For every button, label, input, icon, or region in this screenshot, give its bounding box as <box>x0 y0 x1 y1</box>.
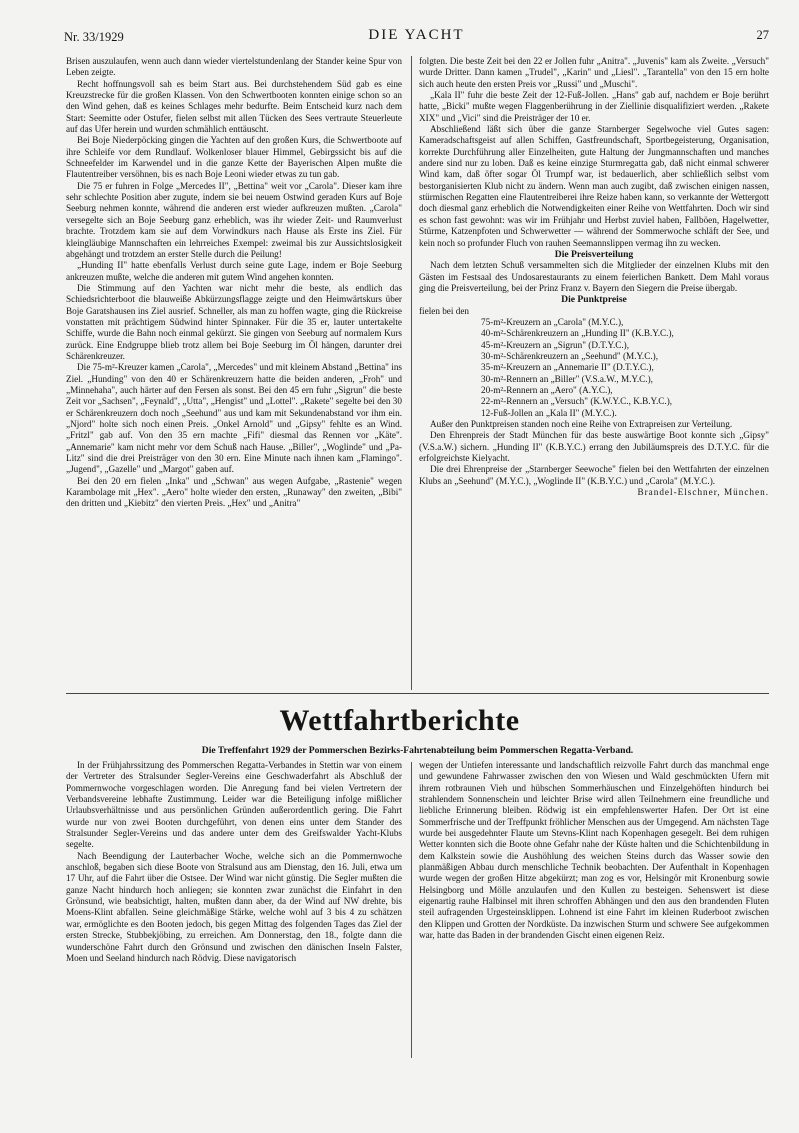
section-title: Wettfahrtberichte <box>279 704 520 737</box>
prize-item: 30-m²-Schärenkreuzern an „Seehund" (M.Y.C.), <box>481 350 659 361</box>
prize-item: 45-m²-Kreuzern an „Sigrun" (D.T.Y.C.), <box>481 339 630 350</box>
article-column-right <box>419 56 769 696</box>
prize-item: 35-m²-Kreuzern an „Annemarie II" (D.T.Y.C.), <box>481 362 654 373</box>
author-signature: Brandel-Elschner, München. <box>637 487 769 498</box>
paragraph: Bei Boje Niederpöcking gingen die Yachten auf den großen Kurs, die Schwertboote auf ihre Schleife vor dem Rundlauf. Wolkenloser blauer Himmel, Gebirgssicht bis auf die Schneefelder im Karwendel und in die ganze Kette der Bayerischen Alpen mußte die Flautentreiber versöhnen, bis es nach Boje Leoni wieder etwas zu tun gab. <box>66 135 402 180</box>
prize-item: 12-Fuß-Jollen an „Kala II" (M.Y.C.). <box>481 407 617 418</box>
paragraph: Die Stimmung auf den Yachten war nicht mehr die beste, als endlich das Schiedsrichterboot die blauweiße Abkürzungsflagge zeigte und den Heimwärtskurs über Boje Garatshausen ins Ziel ausrief. Schneller, als man zu hoffen wagte, ging die Rückreise vonstatten mit prächtigem Südwind hinter Spinnaker. Für die 35 er, lauter untertakelte Schiffe, wurde die Bahn noch einmal gekürzt. Sie gingen von Seeburg auf normalem Kurs zurück. Eine Endgruppe blieb trotz allem bei Boje Seeburg im Öl hängen, darunter drei Schärenkreuzer. <box>66 282 402 361</box>
prize-item: 75-m²-Kreuzern an „Carola" (M.Y.C.), <box>481 316 624 327</box>
prize-item: 40-m²-Schärenkreuzern an „Hunding II" (K.B.Y.C.), <box>481 328 674 339</box>
paragraph: Abschließend läßt sich über die ganze Starnberger Segelwoche viel Gutes sagen: Kameradschaftsgeist auf allen Schiffen, Gastfreundschaft, Sportbegeisterung, Organisation, korrekte Durchführung aller Einzelheiten, gute Haltung der Jungmannschaften und manches andere sind nur zu loben. Daß es keine einzige Sturmregatta gab, daß nicht einmal schwerer Wind kam, daß öfter sogar Öl Trumpf war, ist bedauerlich, aber schließlich selbst vom bestorganisierten Klub nicht zu ändern. Wenn man auch zugibt, daß zwischen einigen nassen, stürmischen Regatten eine Flautentreiberei ihre Reize haben kann, so verkannte der Wettergott doch diesmal ganz erheblich die Notwendigkeiten einer Reihe von Wettfahrten. Doch wir sind es schon fast gewohnt: was wir im Frühjahr und Herbst zuviel haben, Fallböen, Hagelwetter, Stürme, Katzenpfoten und Schwerwetter — während der Sommerwoche schläft der See, und kein noch so profunder Fluch von rauhen Seemannslippen vermag ihn zu wecken. <box>419 124 769 248</box>
punktpreise-intro: fielen bei den <box>419 305 469 316</box>
article-column-right-lower <box>419 760 769 1060</box>
issue-number: Nr. 33/1929 <box>64 30 124 44</box>
paragraph: Den Ehrenpreis der Stadt München für das beste auswärtige Boot konnte sich „Gipsy" (V.S.a.W.) sichern. „Hunding II" (K.B.Y.C.) errang den Jubiläumspreis des D.T.Y.C. für die erfolgreichste Kielyacht. <box>419 430 769 464</box>
paragraph: Brisen auszulaufen, wenn auch dann wieder viertelstundenlang der Stander keine Spur von Leben zeigte. <box>66 56 402 78</box>
prize-item: 30-m²-Rennern an „Biller" (V.S.a.W., M.Y.C.), <box>481 373 653 384</box>
magazine-title: DIE YACHT <box>368 27 465 43</box>
page-number: 27 <box>756 28 769 42</box>
prize-item: 20-m²-Rennern an „Aero" (A.Y.C.), <box>481 384 613 395</box>
column-divider <box>411 762 412 1058</box>
paragraph: Recht hoffnungsvoll sah es beim Start aus. Bei durchstehendem Süd gab es eine Kreuzstrecke für die großen Klassen. Von den Schwertbooten konnten einige schon so an den Wind gehen, daß es keines Schlages mehr bedurfte. Beim Entscheid kurz nach dem Start: Seemitte oder Ostufer, fielen selbst mit allen Tücken des Sees vertraute Steuerleute auf das Ufer herein und wurden schmählich enttäuscht. <box>66 78 402 135</box>
section-heading-punktpreise: Die Punktpreise <box>561 294 627 306</box>
section-divider <box>66 693 769 694</box>
paragraph: Die drei Ehrenpreise der „Starnberger Seewoche" fielen bei den Wettfahrten der einzelnen Klubs an „Seehund" (M.Y.C.), „Woglinde II" (K.B.Y.C.) und „Carola" (M.Y.C.). <box>419 464 769 486</box>
prize-item: 22-m²-Rennern an „Versuch" (K.W.Y.C., K.B.Y.C.), <box>481 396 673 407</box>
paragraph: „Hunding II" hatte ebenfalls Verlust durch seine gute Lage, indem er Boje Seeburg ankreuzen mußte, welche die anderen mit gutem Wind angehen konnten. <box>66 260 402 282</box>
article-subtitle: Die Treffenfahrt 1929 der Pommerschen Bezirks-Fahrtenabteilung beim Pommerschen Regatta-Verband. <box>201 745 634 756</box>
column-divider <box>411 56 412 690</box>
paragraph: Die 75-m²-Kreuzer kamen „Carola", „Mercedes" und mit kleinem Abstand „Bettina" ins Ziel. „Hunding" von den 40 er Schärenkreuzern hatte die beiden anderen, „Froh" und „Minnehaha", auch härter auf den Fersen als sonst. Bei den 45 ern fuhr „Sigrun" die beste Zeit vor „Sachsen", „Feynald", „Utta", „Hengist" und „Lottel". „Rakete" segelte bei den 30 er Schärenkreuzern doch noch „Seehund" aus und kam mit Sekundenabstand vor ihm ein. „Njord" holte sich noch einen Preis. „Onkel Arnold" und „Gipsy" fehlte es an Wind. „Fritzl" gab auf. Von den 35 ern machte „Fifi" diesmal das Rennen vor „Käte". „Annemarie" kam nicht mehr vor dem Schuß nach Hause. „Biller", „Woglinde" und „Pa-Litz" sind die drei Preisträger von den 30 ern. Eine Minute nach ihnen kam „Flamingo". „Jugend", „Gazelle" und „Margot" gaben auf. <box>66 362 402 475</box>
article-column-left <box>66 56 402 686</box>
paragraph: wegen der Untiefen interessante und landschaftlich reizvolle Fahrt durch das manchmal enge und gewundene Fahrwasser zwischen den von Wiesen und Wald geschmückten Ufern mit ihrem rotbraunen Vieh und hübschen Sommerhäuschen und Einzelgehöften hindurch bei strahlendem Sonnenschein und leichter Brise wird allen Teilnehmern eine freundliche und liebliche Erinnerung bleiben. Rödwig ist ein empfehlenswerter Hafen. Der Ort ist eine Sommerfrische und der Treffpunkt fröhlicher Menschen aus der Umgegend. Am nächsten Tage wurde bei ausgedehnter Flaute um Stevns-Klint nach Kopenhagen gesegelt. Bei dem ruhigen Wetter konnten sich die Boote ohne Gefahr nahe der Küste halten und die Schichtenbildung in dem Kalkstein sowie die Aushöhlung des weichen Steins durch das Wasser sowie den planmäßigen Abbau durch menschliche Technik beobachten. Der Aufenthalt in Kopenhagen wurde wegen der großen Hitze abgekürzt; man zog es vor, Helsingör mit Kronenburg sowie Helsingborg und Mölle anzulaufen und den Kullen zu besteigen. Sehenswert ist diese eigenartig rauhe Halbinsel mit ihren schroffen Abhängen und den aus den brandenden Fluten steil aufragenden Urgesteinsklippen. Lohnend ist eine Fahrt im kleinen Ruderboot zwischen den Klippen und Grotten der Nordküste. Da inzwischen Sturm und schwere See aufgekommen war, hatte das Baden in der brandenden Gischt einen eigenen Reiz. <box>419 760 769 941</box>
paragraph: Die 75 er fuhren in Folge „Mercedes II", „Bettina" weit vor „Carola". Dieser kam ihre sehr schlechte Position aber zugute, indem sie bei neuem Ostwind geraden Kurs auf Boje Seeburg nehmen konnte, während die anderen erst wieder aufkreuzen mußten. „Carola" versegelte sich an Boje Seeburg ganz erheblich, was ihr wieder Zeit- und Raumverlust brachte. Trotzdem kam sie auf dem Vorwindkurs nach Hause als Erste ins Ziel. Für kleingläubige Mannschaften ein lehrreiches Exempel: zweimal bis zur Aussichtslosigkeit abgehängt und trotzdem an erster Stelle durch die Peilung! <box>66 180 402 259</box>
paragraph: Nach dem letzten Schuß versammelten sich die Mitglieder der einzelnen Klubs mit den Gästen im Festsaal des Undosarestaurants zu einem feierlichen Bankett. Dem Mahl voraus ging die Preisverteilung, bei der Prinz Franz v. Bayern den Siegern die Preise übergab. <box>419 260 769 293</box>
paragraph: Bei den 20 ern fielen „Inka" und „Schwan" aus wegen Aufgabe, „Rastenie" wegen Karambolage mit „Hex". „Aero" holte wieder den ersten, „Runaway" den zweiten, „Bibi" den dritten und „Kiebitz" den vierten Preis. „Hex" und „Anitra" <box>66 475 402 509</box>
section-heading-preisverteilung: Die Preisverteilung <box>554 248 634 260</box>
paragraph: folgten. Die beste Zeit bei den 22 er Jollen fuhr „Anitra". „Juvenis" kam als Zweite. „Versuch" wurde Dritter. Dann kamen „Trudel", „Karin" und „Liesl". „Tarantella" von den 15 ern holte sich auch heute den ersten Preis vor „Russi" und „Muschi". <box>419 56 769 89</box>
prize-list <box>419 317 769 419</box>
running-head <box>64 26 769 46</box>
paragraph: Nach Beendigung der Lauterbacher Woche, welche sich an die Pommernwoche anschloß, begaben sich diese Boote von Stralsund aus am Dienstag, den 16. Juli, etwa um 17 Uhr, auf die Fahrt über die Ostsee. Der Wind war nicht günstig. Die Segler mußten die ganze Nacht hindurch hoch anliegen; sie konnten zwar zunächst die Einfahrt in den Grönsund, wie beabsichtigt, halten, mußten dann aber, da der Wind auf NW drehte, bis Moens-Klint abfallen. Seine gleichmäßige Stärke, welche wohl auf 3 bis 4 zu schätzen war, ermöglichte es den Booten jedoch, bis gegen Mittag des folgenden Tages das Ziel der ersten Strecke, Stubbekjöbing, zu erreichen. Am Donnerstag, den 18., folgte dann die wunderschöne Fahrt durch den Grönsund und zwischen den dänischen Inseln Falster, Moen und Seeland hindurch nach Rödvig. Diese navigatorisch <box>66 850 402 963</box>
paragraph: „Kala II" fuhr die beste Zeit der 12-Fuß-Jollen. „Hans" gab auf, nachdem er Boje berührt hatte, „Bicki" mußte wegen Flaggenberührung in der Ziellinie disqualifiziert werden. „Rakete XIX" und „Vici" sind die Preisträger der 10 er. <box>419 90 769 123</box>
article-column-left-lower <box>66 760 402 1060</box>
paragraph: In der Frühjahrssitzung des Pommerschen Regatta-Verbandes in Stettin war von einem der Vertreter des Stralsunder Segler-Vereins eine Geschwaderfahrt als Abschluß der Pommernwoche vorgeschlagen worden. Die Anregung fand bei vielen Vertretern der Verbandsvereine lebhafte Zustimmung. Leider war die Beteiligung infolge mißlicher Urlaubsverhältnisse und aus persönlichen Gründen außerordentlich gering. Die Fahrt wurde nur von zwei Booten durchgeführt, von denen eins unter dem Stander des Stralsunder Segler-Vereins und das andere unter dem des Greifswalder Yacht-Klubs segelte. <box>66 760 402 850</box>
paragraph: Außer den Punktpreisen standen noch eine Reihe von Extrapreisen zur Verteilung. <box>430 419 733 429</box>
